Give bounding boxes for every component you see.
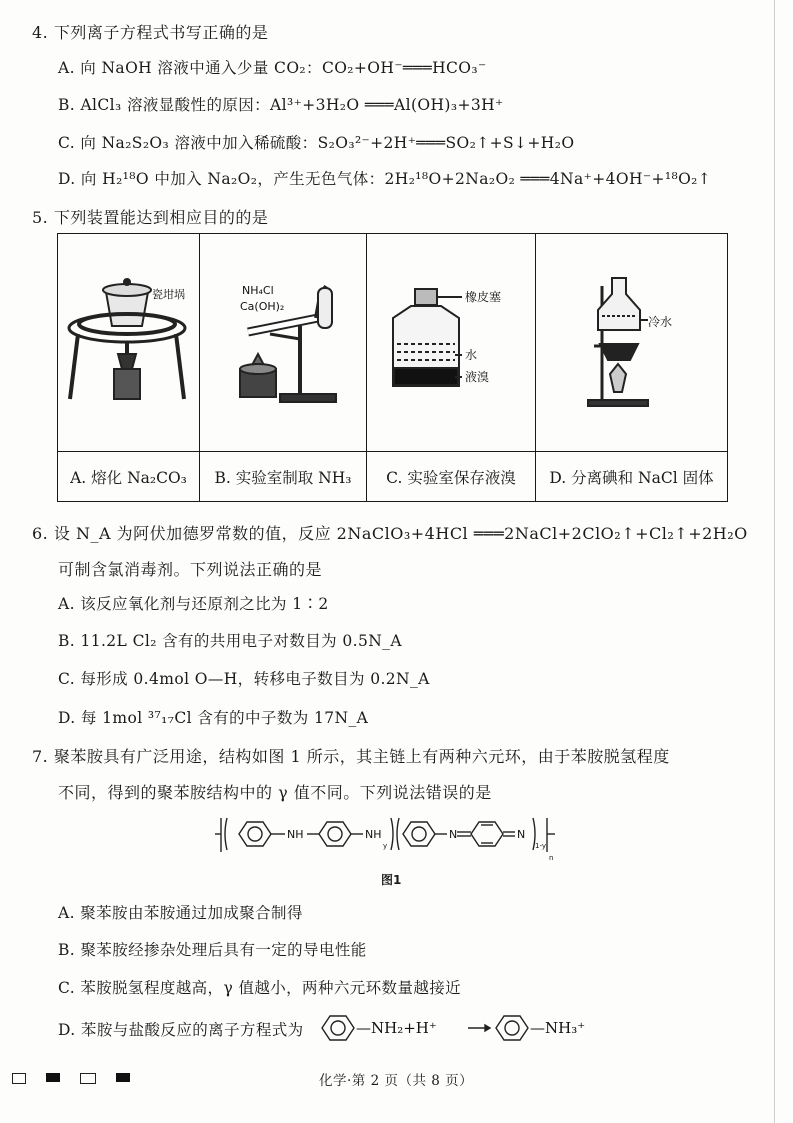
apparatus-b-caption: B. 实验室制取 NH₃	[200, 452, 367, 502]
nh4cl-label: NH₄Cl	[242, 284, 274, 297]
footer-marker-filled-2	[116, 1073, 130, 1082]
q7-option-a: A. 聚苯胺由苯胺通过加成聚合制得	[58, 904, 303, 922]
n-group-2: N	[517, 828, 526, 841]
y-subscript: y	[383, 842, 388, 850]
q6-option-a: A. 该反应氧化剂与还原剂之比为 1∶2	[58, 595, 329, 613]
caoh2-label: Ca(OH)₂	[240, 300, 285, 313]
apparatus-a-cell	[58, 234, 200, 452]
apparatus-c-cell	[367, 234, 536, 452]
footer-marker-filled-1	[46, 1073, 60, 1082]
q7-option-b: B. 聚苯胺经掺杂处理后具有一定的导电性能	[58, 941, 367, 959]
apparatus-table	[57, 233, 728, 502]
q6-option-b: B. 11.2L Cl₂ 含有的共用电子对数目为 0.5N_A	[58, 632, 402, 650]
liquid-bromine-label: 液溴	[465, 370, 490, 384]
n-group-1: N	[449, 828, 458, 841]
q6-stem-cont: 可制含氯消毒剂。下列说法正确的是	[58, 560, 323, 579]
q6-stem: 6. 设 N_A 为阿伏加德罗常数的值，反应 2NaClO₃+4HCl ═══2NaCl+2ClO₂↑+Cl₂↑+2H₂O	[32, 524, 748, 543]
q6-option-c: C. 每形成 0.4mol O—H，转移电子数目为 0.2N_A	[58, 670, 430, 688]
aniline-nh2-text: —NH₂+H⁺	[356, 1019, 437, 1037]
apparatus-c-caption: C. 实验室保存液溴	[367, 452, 536, 502]
water-label: 水	[465, 348, 478, 362]
stopper-label: 橡皮塞	[465, 290, 502, 304]
apparatus-a-caption: A. 熔化 Na₂CO₃	[58, 452, 200, 502]
n-subscript: n	[549, 854, 554, 862]
q4-stem: 4. 下列离子方程式书写正确的是	[32, 23, 269, 42]
crucible-label: 瓷坩埚	[152, 288, 185, 301]
q7-stem: 7. 聚苯胺具有广泛用途，结构如图 1 所示，其主链上有两种六元环，由于苯胺脱氢程度	[32, 747, 670, 766]
footer-marker-open-2	[80, 1073, 96, 1084]
q6-option-d: D. 每 1mol ³⁷₁₇Cl 含有的中子数为 17N_A	[58, 709, 369, 727]
q4-option-d: D. 向 H₂¹⁸O 中加入 Na₂O₂，产生无色气体：2H₂¹⁸O+2Na₂O₂ ═══4Na⁺+4OH⁻+¹⁸O₂↑	[58, 170, 712, 188]
bromine-bottle-icon	[367, 234, 535, 447]
anilinium-text: —NH₃⁺	[530, 1019, 586, 1037]
one-minus-y-subscript: 1-y	[535, 842, 546, 850]
crucible-heating-icon	[58, 234, 199, 447]
q7-option-d: D. 苯胺与盐酸反应的离子方程式为	[58, 1021, 304, 1039]
cold-water-label: 冷水	[648, 315, 673, 329]
footer-marker-open-1	[12, 1073, 26, 1084]
q7-stem-cont: 不同，得到的聚苯胺结构中的 γ 值不同。下列说法错误的是	[58, 783, 492, 802]
q7-option-c: C. 苯胺脱氢程度越高，γ 值越小，两种六元环数量越接近	[58, 979, 462, 997]
q5-stem: 5. 下列装置能达到相应目的的是	[32, 208, 269, 227]
figure-label: 图1	[381, 873, 402, 887]
apparatus-d-cell	[536, 234, 728, 452]
nh3-preparation-icon	[200, 234, 366, 447]
q4-option-c: C. 向 Na₂S₂O₃ 溶液中加入稀硫酸：S₂O₃²⁻+2H⁺═══SO₂↑+S↓+H₂O	[58, 134, 575, 152]
page-edge-line	[774, 0, 775, 1123]
polyaniline-structure	[215, 808, 585, 864]
apparatus-d-caption: D. 分离碘和 NaCl 固体	[536, 452, 728, 502]
nh-group-2: NH	[365, 828, 382, 841]
apparatus-b-cell	[200, 234, 367, 452]
page-footer: 化学·第 2 页（共 8 页）	[319, 1073, 474, 1089]
nh-group-1: NH	[287, 828, 304, 841]
q4-option-b: B. AlCl₃ 溶液显酸性的原因：Al³⁺+3H₂O ═══Al(OH)₃+3H⁺	[58, 96, 504, 114]
sublimation-icon	[536, 234, 727, 447]
aniline-equation	[318, 1010, 588, 1046]
q4-option-a: A. 向 NaOH 溶液中通入少量 CO₂：CO₂+OH⁻═══HCO₃⁻	[58, 59, 487, 77]
